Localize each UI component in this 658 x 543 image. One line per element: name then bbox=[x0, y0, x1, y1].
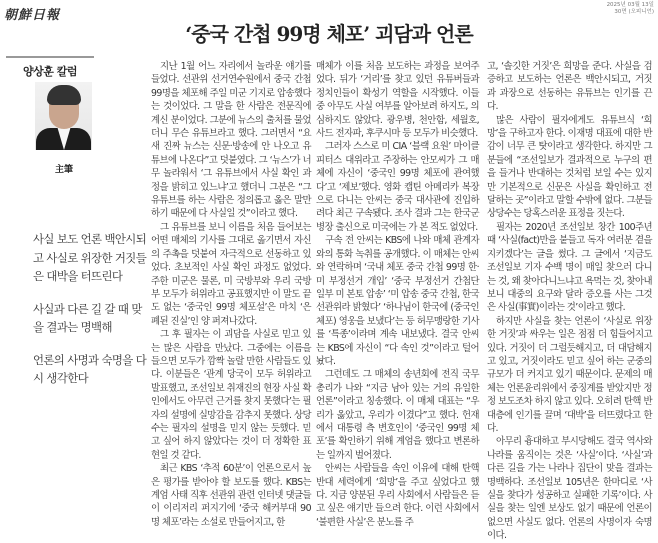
paragraph: 매체가 이를 처음 보도하는 과정을 보여주었다. 뒤가 ‘거리’를 찾고 있던 유튜버들과 정치인들이 확성기 역할을 시작했다. 이들 중 아무도 사실 여부를 알아보려 하지도, 의심하지도 않았다. 광우병, 천안함, 세월호, 사드 전자파, 후쿠시마 등 모두가 비슷했다. bbox=[316, 61, 479, 140]
column-sidebar bbox=[4, 56, 114, 175]
paragraph: 그 유튜브를 보니 이름을 처음 들어보는 어떤 매체의 기사를 그대로 옮기면서 자신의 주촉을 덧붙여 자극적으로 선동하고 있었다. 초보적인 사실 확인 과정도 없었다. 주한 미군은 물론, 미 국방부와 우리 국방부 모두가 허위라고 공표했지만 이 말도 끝도 없는 ‘중국인 99명 체포설’은 마치 ‘은폐된 진실’인 양 퍼져나갔다. bbox=[151, 221, 311, 327]
body-column-1 bbox=[151, 60, 311, 529]
paragraph: 그 후 필자는 이 괴담을 사실로 믿고 있는 많은 사람을 만났다. 그중에는 이름을 들으면 모두가 깜짝 놀랄 만한 사람들도 있다. 이분들은 ‘관계 당국이 모두 허위라고 발표했고, 조선일보 취재진의 현장 사실 확인에서도 아무런 근거를 찾지 못했다’는 필자의 설명에 실망감을 감추지 못했다. 상당수는 필자의 설명을 믿지 않는 듯했다. 믿고 싶어 하지 않았다는 것이 더 정확한 표현일 것 같다. bbox=[151, 329, 311, 461]
paragraph: 필자는 2020년 조선일보 창간 100주년 때 ‘사실(fact)만을 붙들고 독자 여러분 곁을 지키겠다’는 글을 썼다. 그 글에서 ‘지금도 조선일보 기자 수백 명이 매일 찾으러 다니는 것, 왜 찾아다니느냐고 욕먹는 것, 찾아내 보니 대중의 요구와 달라 증오를 사는 그것은 사실(事實)이라는 것’이라고 했다. bbox=[487, 221, 652, 314]
paragraph: 그러자 스스로 미 CIA ‘블랙 요원’ 마이클 피터스 대위라고 주장하는 안모씨가 그 매체에 자신이 ‘중국인 99명 체포에 관여했다’고 ‘제보’했다. 영화 캡틴 아메리카 복장으로 다니는 안씨는 중국 대사관에 진입하려다 최근 구속됐다. 조사 결과 그는 한국군 병장 출신으로 미국에는 가 본 적도 없었다. bbox=[316, 141, 479, 233]
publication-date: 2025년 03월 13일 bbox=[606, 2, 654, 8]
author-role: 主筆 bbox=[54, 165, 73, 175]
divider bbox=[6, 56, 94, 58]
column-name: 양상훈 칼럼 bbox=[23, 65, 77, 78]
author-photo bbox=[35, 82, 92, 150]
paragraph: 하지만 사실을 찾는 언론이 ‘사실로 위장한 거짓’과 싸우는 일은 점점 더 힘들어지고 있다. 거짓이 더 그럴듯해지고, 더 대담해지고 있고, 거짓이라도 믿고 싶어 하는 군중의 규모가 더 커지고 있기 때문이다. 문제의 매체는 언론윤리위에서 중징계를 받았지만 정정 보도조차 하지 않고 있다. 오히려 탄핵 반대층에 인기를 끌며 ‘대박’을 터뜨렸다고 한다. bbox=[487, 315, 652, 434]
paragraph: 많은 사람이 필자에게도 유튜브식 ‘희망’을 구하고자 한다. 이재명 대표에 대한 반감이 너무 큰 탓이라고 생각한다. 하지만 그분들에 “조선일보가 결과적으로 누구의 편을 들거나 반대하는 것처럼 보일 수는 있지만 기본적으로 신문은 사실을 확인하고 전달하는 곳”이라고 말할 수밖에 없다. 그분들 상당수는 당혹스러운 표정을 짓는다. bbox=[487, 114, 652, 220]
pull-quote: 언론의 사명과 숙명을 다시 생각한다 bbox=[33, 352, 147, 385]
paragraph: 구속 전 안씨는 KBS에 나와 매체 관계자와의 통화 녹취를 공개했다. 이 매체는 안씨와 연락하며 ‘국내 체포 중국 간첩 99명 한·미 부정선거 개입’ ‘중국 부정선거 간첩단 일부 미 본토 압송’ ‘미 압송 중국 간첩, 한국 선관위라 밝혔다’ ‘하나님이 한국에 (중국인 체포) 영웅을 보냈다’는 등 허무맹랑한 기사를 ‘특종’이라며 계속 내보냈다. 결국 안씨는 KBS에 자신이 “다 속인 것”이라고 털어놨다. bbox=[316, 235, 479, 367]
paragraph: 그런데도 그 매체의 송년회에 전직 국무총리가 나와 “지금 남아 있는 거의 유일한 언론”이라고 칭송했다. 이 매체 대표는 “우리가 옳았고, 우리가 이겼다”고 했다. 헌재에서 대통령 측 변호인이 ‘중국인 99명 체포’를 확인하기 위해 계엄을 했다고 변론하는 일까지 벌어졌다. bbox=[316, 369, 479, 461]
paragraph: 안씨는 사람들을 속인 이유에 대해 탄핵 반대 세력에게 ‘희망’을 주고 싶었다고 했다. 지금 양분된 우리 사회에서 사람들은 듣고 싶은 얘기만 들으려 한다. 이런 사회에서 ‘불편한 사실’은 분노를 주 bbox=[316, 463, 479, 528]
body-column-2 bbox=[316, 60, 479, 529]
pull-quote: 사실과 다른 길 갈 때 맞을 결과는 명백해 bbox=[33, 301, 142, 334]
paragraph: 아무리 흉대하고 부시당해도 결국 역사와 나라를 움직이는 것은 ‘사실’이다. ‘사실’과 다른 길을 가는 나라나 집단이 맞을 결과는 명백하다. 조선일보 105년은 한마디로 ‘사실을 찾다가 성공하고 실패한 기록’이다. 사실을 찾는 일엔 보상도 없기 때문에 언론이 없으면 사실도 없다. 언론의 사명이자 숙명이다. bbox=[487, 436, 652, 542]
article-headline: ‘중국 간첩 99명 체포’ 괴담과 언론 bbox=[185, 22, 473, 46]
page-section: 30면 (오피니언) bbox=[614, 9, 654, 15]
paragraph: 고, ‘솔깃한 거짓’은 희망을 준다. 사실을 검증하고 보도하는 언론은 백안시되고, 거짓과 과장으로 선동하는 유튜브는 인기를 끈다. bbox=[487, 61, 652, 113]
pull-quotes bbox=[33, 230, 148, 402]
dateline bbox=[607, 2, 654, 16]
paragraph: 지난 1월 어느 자리에서 놀라운 얘기를 들었다. 선관위 선거연수원에서 중국 간첩 99명을 체포해 주일 미군 기지로 압송했다는 것이었다. 그 말을 한 사람은 전문직에 계신 분이었다. 그분에 뉴스의 출처를 물었더니 무슨 유튜브라고 했다. 그러면서 “요새 진짜 뉴스는 신문·방송에 안 나오고 유튜브에 나온다”고 덧붙였다. 그 ‘뉴스’가 너무 놀라워서 ‘그 유튜브에서 사실 확인 과정을 밝히고 있느냐’고 했더니 그분은 “그 유튜브를 하는 사람은 정의롭고 옳은 말만 하기 때문에 다 사실일 것”이라고 했다. bbox=[151, 61, 311, 220]
body-column-3 bbox=[487, 60, 652, 543]
pull-quote: 사실 보도 언론 백안시되고 사실로 위장한 거짓들은 대박을 터뜨린다 bbox=[33, 232, 147, 283]
paragraph: 최근 KBS ‘추적 60분’이 언론으로서 높은 평가를 받아야 할 보도를 했다. KBS는 계엄 사태 직후 선관위 관련 인터넷 댓글들이 이리저리 퍼지기에 ‘중국 해커부대 90명 체포’라는 소설로 만들어지고, 한 bbox=[151, 463, 311, 528]
newspaper-masthead: 朝鮮日報 bbox=[4, 8, 61, 23]
